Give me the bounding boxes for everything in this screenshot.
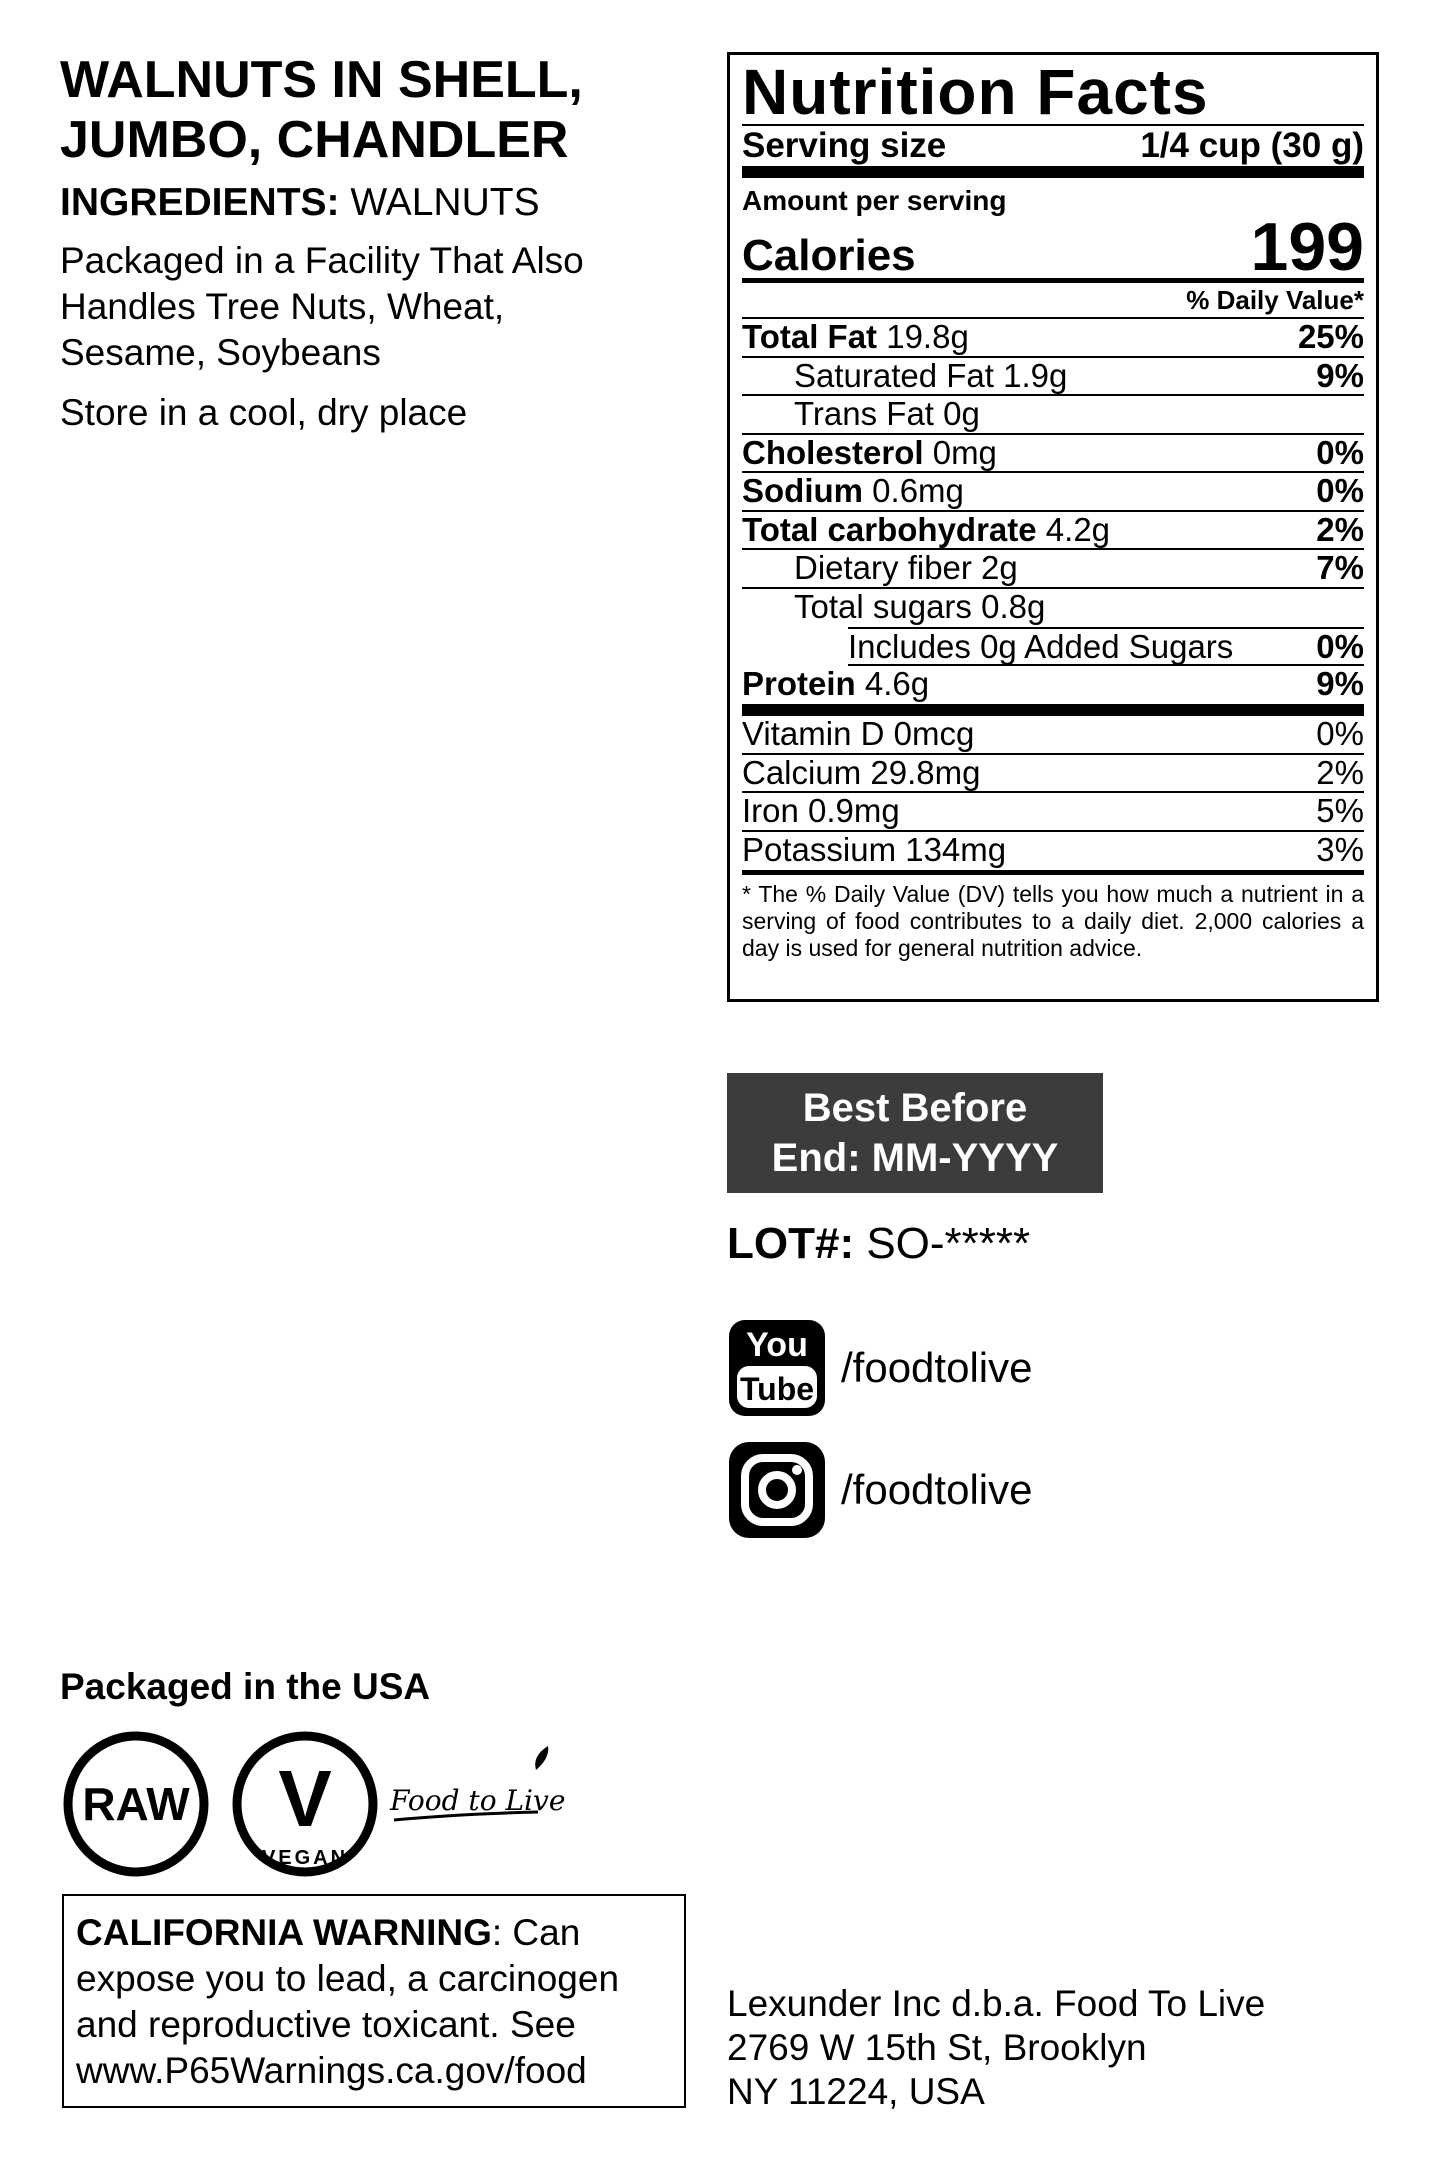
nutrient-amount: 4.6g	[855, 664, 930, 702]
youtube-handle: /foodtolive	[841, 1344, 1033, 1391]
warning-text-3: and reproductive toxicant. See	[76, 2004, 576, 2045]
instagram-link	[727, 1440, 1032, 1540]
warning-text-1: : Can	[491, 1912, 581, 1953]
nutrient-label: Trans Fat	[794, 395, 934, 432]
vitamin-row	[742, 755, 1364, 794]
vitamin-dv: 0%	[1316, 715, 1364, 752]
daily-value-footnote: * The % Daily Value (DV) tells you how much a nutrient in a serving of food contributes to a daily diet. 2,000 calories a day is used for general nutrition advice.	[742, 881, 1364, 961]
nutrient-row	[848, 627, 1364, 666]
nutrient-amount: 4.2g	[1036, 510, 1111, 548]
vegan-badge-word: VEGAN	[261, 1847, 349, 1869]
vitamin-dv: 3%	[1316, 830, 1364, 868]
address-line2: 2769 W 15th St, Brooklyn	[727, 2027, 1147, 2068]
serving-size-row	[742, 126, 1364, 166]
food-to-live-logo	[389, 1746, 565, 1820]
nutrient-row	[742, 319, 1364, 358]
vitamin-label: Vitamin D 0mcg	[742, 715, 975, 752]
youtube-link	[727, 1318, 1032, 1418]
lot-number	[727, 1218, 1030, 1270]
instagram-icon	[727, 1440, 827, 1540]
vitamin-row	[742, 832, 1364, 871]
nutrient-dv: 0%	[1316, 628, 1364, 665]
ingredients-value: WALNUTS	[339, 181, 540, 224]
calories-label: Calories	[742, 231, 916, 280]
company-address	[727, 1982, 1265, 2114]
nutrient-dv: 0%	[1316, 433, 1364, 471]
ingredients	[60, 180, 540, 226]
vitamin-row	[742, 793, 1364, 832]
vegan-badge-icon	[237, 1736, 373, 1872]
nutrition-facts-title: Nutrition Facts	[742, 56, 1209, 128]
allergen-line1: Packaged in a Facility That Also	[60, 240, 584, 281]
raw-badge-text: RAW	[82, 1778, 190, 1830]
youtube-icon	[727, 1318, 827, 1418]
nutrient-amount: 0.8g	[971, 587, 1046, 625]
nutrient-dv: 0%	[1316, 472, 1364, 509]
nutrition-facts-panel	[727, 52, 1379, 1002]
nutrient-amount: 2g	[971, 549, 1018, 586]
nutrient-label: Total sugars	[794, 587, 972, 625]
calories-row	[742, 209, 1364, 285]
nutrient-amount: 0g	[933, 395, 980, 432]
allergen-line3: Sesame, Soybeans	[60, 332, 381, 373]
youtube-icon-you: You	[746, 1326, 808, 1364]
nutrient-amount: 0mg	[923, 433, 997, 471]
daily-value-header: % Daily Value*	[1186, 285, 1364, 315]
warning-label: CALIFORNIA WARNING	[76, 1912, 492, 1953]
nutrient-label: Protein	[742, 664, 856, 702]
nutrient-dv: 2%	[1316, 510, 1364, 548]
nutrient-label: Cholesterol	[742, 433, 924, 471]
certification-badges	[60, 1728, 580, 1878]
best-before-line1: Best Before	[802, 1086, 1028, 1130]
vitamin-dv: 5%	[1316, 792, 1364, 829]
nutrient-label: Includes 0g Added Sugars	[848, 628, 1234, 665]
nutrient-row	[742, 550, 1364, 589]
lot-label: LOT#:	[727, 1219, 855, 1268]
vitamin-dv: 2%	[1316, 753, 1364, 791]
product-title	[60, 50, 700, 170]
nutrient-amount: 19.8g	[877, 318, 969, 355]
raw-badge-icon	[68, 1736, 204, 1872]
vegan-badge-letter: V	[278, 1754, 332, 1843]
allergen-statement	[60, 238, 700, 376]
nutrient-label: Sodium	[742, 472, 863, 509]
product-title-line2: JUMBO, CHANDLER	[60, 111, 569, 169]
serving-size-label: Serving size	[742, 126, 947, 165]
best-before-line2: End: MM-YYYY	[771, 1136, 1059, 1180]
vitamin-label: Calcium 29.8mg	[742, 753, 981, 791]
nutrient-dv: 9%	[1316, 356, 1364, 394]
nutrient-label: Dietary fiber	[794, 549, 972, 586]
nutrient-dv: 7%	[1316, 549, 1364, 586]
nutrient-label: Total Fat	[742, 318, 878, 355]
amount-per-serving: Amount per serving	[742, 185, 1007, 216]
youtube-icon-tube: Tube	[739, 1371, 815, 1407]
serving-size-value: 1/4 cup (30 g)	[1140, 126, 1364, 165]
california-warning	[62, 1894, 686, 2108]
nutrient-row	[742, 589, 1364, 628]
lot-value: SO-*****	[854, 1219, 1031, 1268]
warning-url: www.P65Warnings.ca.gov/food	[76, 2050, 587, 2091]
nutrient-dv: 25%	[1297, 318, 1364, 355]
vitamin-row	[742, 716, 1364, 755]
product-title-line1: WALNUTS IN SHELL,	[60, 51, 583, 109]
ingredients-label: INGREDIENTS:	[60, 181, 340, 224]
brand-logo-text: Food to Live	[390, 1784, 566, 1817]
vitamin-label: Potassium 134mg	[742, 830, 1007, 868]
instagram-handle: /foodtolive	[841, 1466, 1033, 1513]
nutrient-label: Saturated Fat	[794, 356, 994, 394]
address-line3: NY 11224, USA	[727, 2071, 985, 2112]
warning-text-2: expose you to lead, a carcinogen	[76, 1958, 620, 1999]
nutrient-row	[742, 512, 1364, 551]
nutrient-row	[742, 396, 1364, 435]
nutrient-amount: 0.6mg	[863, 472, 964, 509]
storage-instructions: Store in a cool, dry place	[60, 392, 468, 433]
calories-value: 199	[1250, 209, 1364, 285]
nutrient-dv: 9%	[1316, 664, 1364, 702]
nutrient-row	[742, 435, 1364, 474]
allergen-line2: Handles Tree Nuts, Wheat,	[60, 286, 505, 327]
nutrient-row	[742, 358, 1364, 397]
packaged-in-usa: Packaged in the USA	[60, 1666, 431, 1707]
nutrient-row	[742, 473, 1364, 512]
address-line1: Lexunder Inc d.b.a. Food To Live	[727, 1983, 1266, 2024]
vitamin-label: Iron 0.9mg	[742, 792, 900, 829]
nutrient-amount: 1.9g	[993, 356, 1068, 394]
nutrient-label: Total carbohydrate	[742, 510, 1037, 548]
best-before-box	[727, 1073, 1103, 1193]
nutrient-row	[742, 666, 1364, 705]
